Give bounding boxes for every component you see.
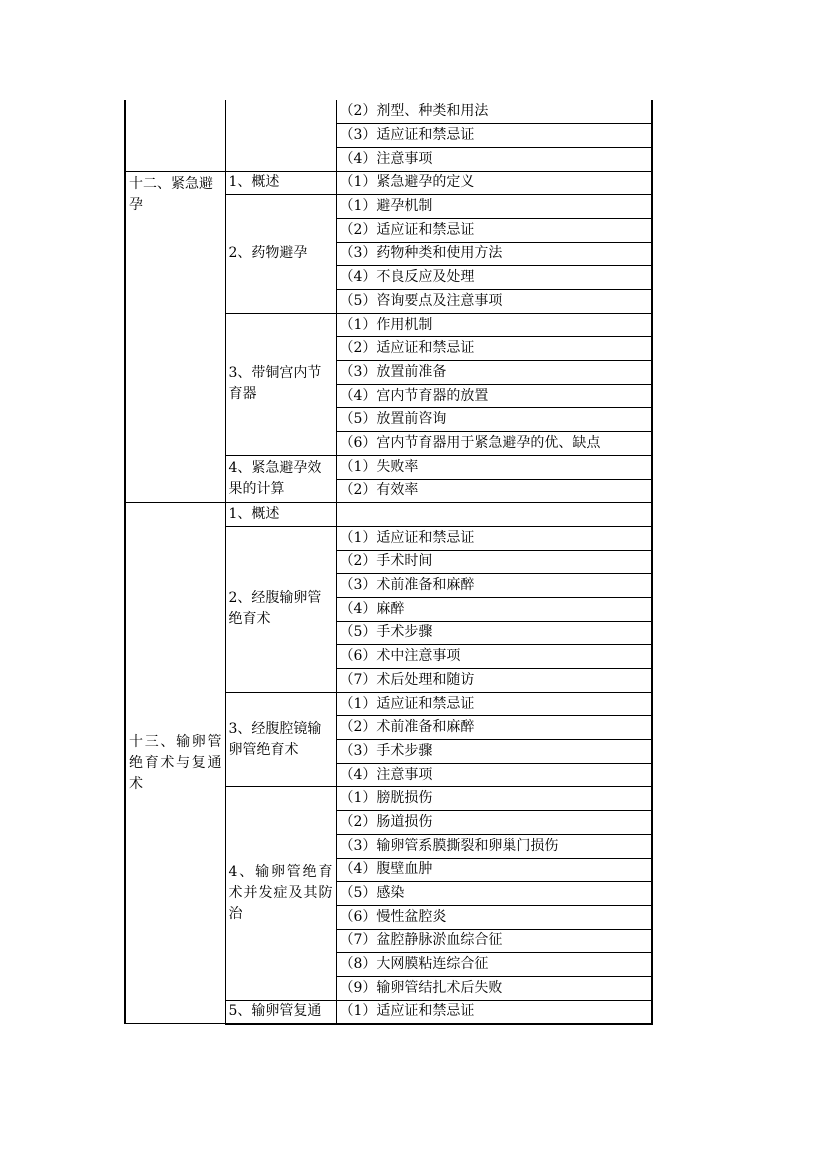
subtopic-cell: 4、紧急避孕效果的计算 [225, 455, 336, 502]
topic-cell-emergency-contraception: 十二、紧急避孕 [125, 171, 225, 503]
item-cell: （6）慢性盆腔炎 [336, 905, 652, 929]
item-cell: （2）手术时间 [336, 550, 652, 574]
subtopic-cell: 4、输卵管绝育术并发症及其防治 [225, 787, 336, 1000]
subtopic-cell: 1、概述 [225, 503, 336, 527]
item-cell: （4）注意事项 [336, 147, 652, 171]
item-cell: （4）麻醉 [336, 597, 652, 621]
item-cell: （3）术前准备和麻醉 [336, 574, 652, 598]
item-cell: （5）手术步骤 [336, 621, 652, 645]
item-cell: （1）适应证和禁忌证 [336, 1000, 652, 1024]
subtopic-cell: 2、经腹输卵管绝育术 [225, 526, 336, 692]
item-cell: （7）术后处理和随访 [336, 669, 652, 693]
item-cell: （2）肠道损伤 [336, 811, 652, 835]
item-cell: （4）不良反应及处理 [336, 266, 652, 290]
table-row [125, 171, 652, 195]
item-cell: （4）注意事项 [336, 763, 652, 787]
item-cell: （5）感染 [336, 882, 652, 906]
subtopic-cell: 3、带铜宫内节育器 [225, 313, 336, 455]
item-cell: （1）作用机制 [336, 313, 652, 337]
subtopic-cell: 5、输卵管复通 [225, 1000, 336, 1024]
subtopic-cell: 1、概述 [225, 171, 336, 195]
item-cell: （2）术前准备和麻醉 [336, 716, 652, 740]
item-cell: （3）药物种类和使用方法 [336, 242, 652, 266]
item-cell: （4）宫内节育器的放置 [336, 384, 652, 408]
topic-cell-tubal-sterilization: 十三、输卵管绝育术与复通术 [125, 503, 225, 1024]
item-cell: （3）输卵管系膜撕裂和卵巢门损伤 [336, 834, 652, 858]
item-cell: （1）避孕机制 [336, 195, 652, 219]
item-cell [336, 503, 652, 527]
item-cell: （5）放置前咨询 [336, 408, 652, 432]
item-cell: （3）适应证和禁忌证 [336, 124, 652, 148]
table-row [125, 100, 652, 124]
subtopic-cell [225, 100, 336, 171]
item-cell: （1）膀胱损伤 [336, 787, 652, 811]
item-cell: （2）适应证和禁忌证 [336, 218, 652, 242]
subtopic-cell: 2、药物避孕 [225, 195, 336, 313]
item-cell: （3）放置前准备 [336, 361, 652, 385]
item-cell: （6）术中注意事项 [336, 645, 652, 669]
item-cell: （8）大网膜粘连综合征 [336, 953, 652, 977]
item-cell: （1）适应证和禁忌证 [336, 692, 652, 716]
item-cell: （7）盆腔静脉淤血综合征 [336, 929, 652, 953]
item-cell: （2）适应证和禁忌证 [336, 337, 652, 361]
item-cell: （2）剂型、种类和用法 [336, 100, 652, 124]
item-cell: （3）手术步骤 [336, 740, 652, 764]
subtopic-cell: 3、经腹腔镜输卵管绝育术 [225, 692, 336, 787]
item-cell: （5）咨询要点及注意事项 [336, 290, 652, 314]
item-cell: （1）适应证和禁忌证 [336, 526, 652, 550]
table-row [125, 503, 652, 527]
topic-cell [125, 100, 225, 171]
item-cell: （1）失败率 [336, 455, 652, 479]
item-cell: （9）输卵管结扎术后失败 [336, 976, 652, 1000]
item-cell: （4）腹壁血肿 [336, 858, 652, 882]
item-cell: （2）有效率 [336, 479, 652, 503]
syllabus-table [124, 100, 653, 1025]
item-cell: （6）宫内节育器用于紧急避孕的优、缺点 [336, 432, 652, 456]
item-cell: （1）紧急避孕的定义 [336, 171, 652, 195]
